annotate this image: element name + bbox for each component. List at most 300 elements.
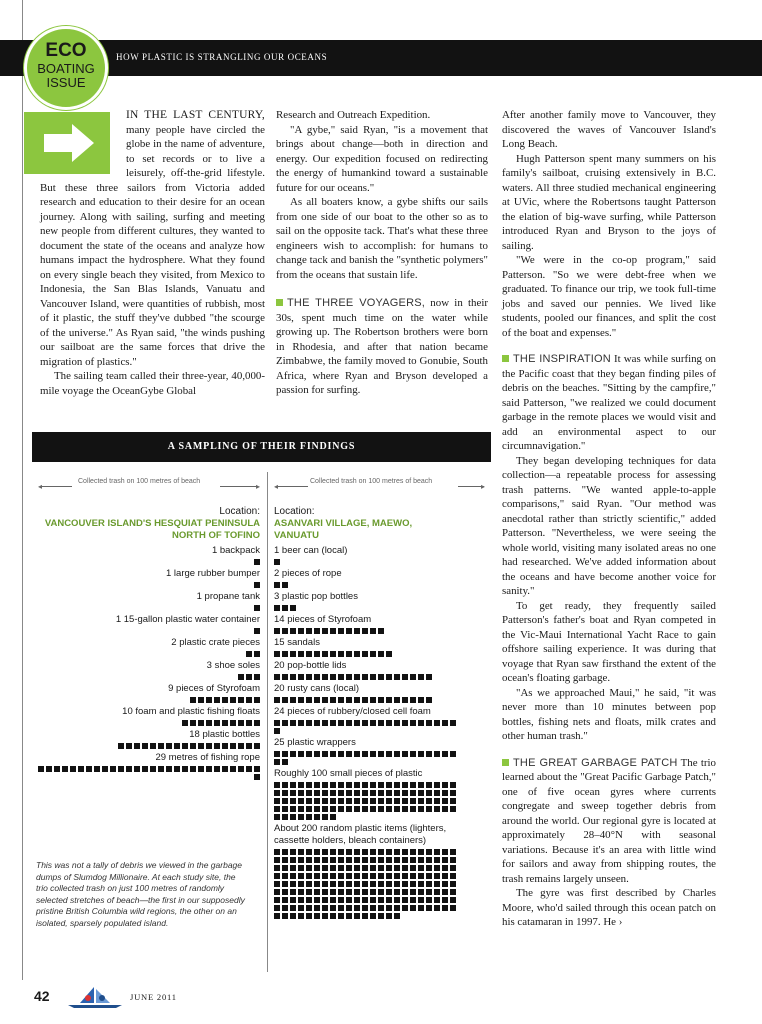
tally-square [434,905,440,911]
tally-square [282,628,288,634]
tally-square [314,628,320,634]
col3-para7: "As we approached Maui," he said, "it was never more than 10 minutes between pop bottles, fishing nets and floats, milk crates and other human trash." [502,686,716,742]
tally-square [274,651,280,657]
tally-square [434,849,440,855]
tally-square [418,857,424,863]
col2-para3: As all boaters know, a gybe shifts our sails from one side of our boat to the other so as to sail on the opposite tack. That's what these three engineers wish to accomplish: for humans to change tack and banish the "synthetic polymers" from the oceans that sustain life. [276,196,488,281]
tally-square [362,628,368,634]
tally-square [362,857,368,863]
tally-square [290,751,296,757]
finding-label: 1 large rubber bumper [166,568,260,579]
tally-square [298,889,304,895]
tally-square [370,751,376,757]
tally-square [402,798,408,804]
tally-square [402,849,408,855]
arrowhead-left-icon: ◂ [274,482,279,491]
tally-square [274,881,280,887]
tally-square [70,766,76,772]
tally-square [426,782,432,788]
subhead-square-icon [276,299,283,306]
tally-square [386,873,392,879]
tally-square [330,865,336,871]
tally-square [362,806,368,812]
tally-square [306,806,312,812]
tally-square [338,849,344,855]
tally-square [418,873,424,879]
tally-square [418,674,424,680]
sidebar-title: A SAMPLING OF THEIR FINDINGS [32,432,491,462]
tally-square [442,897,448,903]
tally-square [282,873,288,879]
tally-square [322,913,328,919]
tally-square [274,728,280,734]
tally-square [442,849,448,855]
tally-square [298,881,304,887]
tally-square [206,743,212,749]
finding-label: 1 propane tank [196,591,260,602]
tally-square [442,790,448,796]
tally-square [214,743,220,749]
tally-square [386,897,392,903]
tally-square [434,897,440,903]
tally-square [142,743,148,749]
tally-square [190,697,196,703]
subhead-square-icon [502,355,509,362]
tally-square [282,651,288,657]
tally-square [418,881,424,887]
tally-square [298,697,304,703]
tally-square [450,790,456,796]
tally-square [274,790,280,796]
tally-square [118,743,124,749]
tally-square [354,873,360,879]
tally-square [290,881,296,887]
tally-square [230,766,236,772]
tally-square [378,674,384,680]
tally-square [330,806,336,812]
tally-square [282,814,288,820]
tally-square [322,628,328,634]
tally-square [322,798,328,804]
tally-square [254,697,260,703]
tally-square [290,697,296,703]
finding-label: 1 beer can (local) [274,545,348,556]
tally-square [274,897,280,903]
subhead-square-icon [502,759,509,766]
tally-square [370,849,376,855]
finding-item [36,545,260,565]
tally-square [314,873,320,879]
tally-square [238,766,244,772]
badge-line-2: BOATING [37,61,95,76]
tally-square [442,751,448,757]
tally-square [174,766,180,772]
tally-square [230,720,236,726]
tally-square [322,751,328,757]
tally-square [402,790,408,796]
tally-square [362,651,368,657]
tally-square [402,873,408,879]
finding-item [274,545,460,565]
tally-square [254,743,260,749]
tally-square [330,857,336,863]
tally-square [282,905,288,911]
tally-square [298,865,304,871]
tally-square [254,628,260,634]
tally-square [274,905,280,911]
tally-square [354,790,360,796]
tally-square [362,790,368,796]
finding-label: 10 foam and plastic fishing floats [122,706,260,717]
tally-square [338,782,344,788]
tally-square [338,889,344,895]
finding-item [36,568,260,588]
tally-square [450,806,456,812]
tally-square [346,720,352,726]
tally-square [378,865,384,871]
tally-square [306,628,312,634]
tally-square [282,782,288,788]
tally-square [322,865,328,871]
tally-square [426,873,432,879]
tally-marks [36,766,260,780]
tally-square [442,720,448,726]
tally-square [290,857,296,863]
tally-square [362,865,368,871]
tally-marks [36,697,260,703]
tally-square [330,720,336,726]
tally-square [274,873,280,879]
tally-square [314,798,320,804]
tally-square [402,674,408,680]
finding-item [274,660,460,680]
tally-square [426,857,432,863]
tally-square [290,628,296,634]
tally-square [246,743,252,749]
tally-square [386,806,392,812]
tally-square [402,857,408,863]
tally-square [402,806,408,812]
tally-square [306,881,312,887]
tally-square [434,790,440,796]
tally-square [386,798,392,804]
tally-square [330,873,336,879]
header-title: HOW PLASTIC IS STRANGLING OUR OCEANS [116,52,328,62]
tally-square [362,782,368,788]
tally-square [378,905,384,911]
col3-para1: After another family move to Vancouver, they discovered the waves of Vancouver Island's Long Beach. [502,109,716,150]
tally-square [370,790,376,796]
tally-square [346,905,352,911]
col3-para3: "We were in the co-op program," said Patterson. "So we were debt-free when we graduated. To finance our trip, we took full-time jobs and saved our pennies. We lived like students, pooled our finances, and split the cost of the boat and expenses." [502,254,716,339]
tally-square [362,889,368,895]
tally-square [274,759,280,765]
tally-square [330,849,336,855]
tally-square [378,798,384,804]
col3-para4: It was while surfing on the Pacific coast that they began finding piles of debris on the beaches. "Sitting by the campfire," said Patterson, "we realized we could document garbage in the remote places we would visit and add an environmental aspect to our circumnavigation." [502,353,716,452]
tally-square [386,751,392,757]
tally-square [330,674,336,680]
tally-square [410,881,416,887]
finding-item [274,683,460,703]
tally-square [386,889,392,895]
tally-square [354,782,360,788]
tally-square [230,697,236,703]
tally-square [386,849,392,855]
tally-marks [274,628,460,634]
tally-square [346,806,352,812]
issue-date: JUNE 2011 [130,992,177,1002]
col1-para1: many people have circled the globe in the name of adventure, to set records or to live a leisurely, off-the-grid lifestyle. But these three sailors from Victoria added research and education to their desire for an ocean journey. Along with sailing, surfing and meeting new people from different cultures, they wanted to document the state of the oceans and analyze how humans impact the hydrosphere. What they found on every single beach they visited, from Mexico to Indonesia, the San Blas Islands, Vanuatu and Vancouver Island, were quantities of rubbish, most of it plastic, the stuff they've dubbed "the scourge of the universe." As Ryan said, "the winds pushing our sailboat are the same forces that drive the migration of plastics." [40,123,265,368]
tally-square [418,865,424,871]
tally-square [54,766,60,772]
tally-square [274,559,280,565]
tally-square [338,857,344,863]
magazine-logo [66,985,124,1014]
tally-square [394,697,400,703]
tally-square [198,743,204,749]
tally-square [402,720,408,726]
tally-square [354,857,360,863]
tally-square [426,849,432,855]
tally-square [426,720,432,726]
tally-marks [274,605,460,611]
tally-square [402,782,408,788]
finding-label: About 200 random plastic items (lighters, cassette holders, bleach containers) [274,823,447,846]
tally-square [410,798,416,804]
tally-square [370,889,376,895]
tally-square [434,881,440,887]
arrowhead-right-icon: ▸ [256,482,261,491]
tally-square [338,913,344,919]
tally-square [330,651,336,657]
tally-square [274,605,280,611]
tally-square [402,889,408,895]
finding-label: 18 plastic bottles [189,729,260,740]
tally-square [290,720,296,726]
tally-square [386,881,392,887]
col2-para1: Research and Outreach Expedition. [276,109,431,121]
tally-square [306,798,312,804]
tally-square [274,720,280,726]
tally-marks [36,743,260,749]
tally-square [378,751,384,757]
tally-square [274,628,280,634]
tally-square [158,743,164,749]
tally-square [378,790,384,796]
tally-square [314,790,320,796]
tally-square [330,814,336,820]
tally-square [410,790,416,796]
tally-square [394,881,400,887]
tally-square [426,798,432,804]
tally-square [394,905,400,911]
column-1 [40,108,265,398]
tally-square [290,814,296,820]
tally-square [338,798,344,804]
tally-square [362,751,368,757]
tally-square [314,751,320,757]
tally-square [354,897,360,903]
tally-square [38,766,44,772]
tally-square [426,865,432,871]
lead-in: IN THE LAST CENTURY, [126,109,265,121]
tally-square [322,720,328,726]
tally-square [386,651,392,657]
tally-marks [36,628,260,634]
tally-square [338,881,344,887]
tally-square [174,743,180,749]
tally-square [378,849,384,855]
tally-square [362,905,368,911]
tally-square [442,798,448,804]
tally-square [402,905,408,911]
tally-square [418,849,424,855]
tally-square [450,905,456,911]
tally-square [322,881,328,887]
tally-marks [36,559,260,565]
tally-square [442,873,448,879]
header-bar [0,40,762,76]
tally-square [354,806,360,812]
tally-square [442,889,448,895]
page-rule [22,0,23,980]
tally-square [378,913,384,919]
tally-marks [36,720,260,726]
tally-square [410,857,416,863]
tally-square [298,897,304,903]
tally-square [354,913,360,919]
tally-square [290,849,296,855]
arrow-line-left-b [220,486,258,487]
tally-square [298,628,304,634]
tally-square [378,697,384,703]
tally-square [378,857,384,863]
tally-square [290,897,296,903]
tally-square [282,857,288,863]
finding-item [274,768,460,820]
tally-square [330,897,336,903]
tally-square [254,674,260,680]
tally-square [298,814,304,820]
tally-square [362,881,368,887]
tally-square [322,782,328,788]
finding-item [274,706,460,734]
tally-square [362,720,368,726]
tally-square [402,865,408,871]
tally-square [282,897,288,903]
tally-square [362,798,368,804]
tally-square [362,913,368,919]
finding-item [274,568,460,588]
tally-square [306,897,312,903]
tally-square [214,697,220,703]
finding-item [274,637,460,657]
tally-square [290,913,296,919]
tally-square [394,751,400,757]
tally-square [222,766,228,772]
tally-square [298,849,304,855]
eco-boating-badge [24,26,108,110]
tally-square [254,651,260,657]
tally-square [322,651,328,657]
tally-square [418,790,424,796]
tally-marks [274,582,460,588]
arrowhead-right-icon: ▸ [481,482,486,491]
tally-square [182,743,188,749]
tally-square [230,743,236,749]
tally-square [370,865,376,871]
tally-square [330,798,336,804]
tally-square [378,720,384,726]
badge-line-1: ECO [45,40,87,61]
tally-square [346,798,352,804]
tally-square [322,790,328,796]
tally-square [314,905,320,911]
tally-square [314,857,320,863]
tally-square [46,766,52,772]
tally-square [394,790,400,796]
tally-square [274,782,280,788]
tally-square [394,674,400,680]
pacific-yachting-logo-icon [66,985,124,1009]
tally-square [306,857,312,863]
tally-square [378,651,384,657]
tally-square [442,806,448,812]
tally-square [274,913,280,919]
tally-square [346,857,352,863]
tally-square [314,720,320,726]
tally-square [370,881,376,887]
tally-square [394,798,400,804]
tally-square [290,865,296,871]
tally-square [282,759,288,765]
tally-square [378,782,384,788]
tally-square [346,913,352,919]
tally-square [370,674,376,680]
left-findings-list [36,545,260,783]
tally-square [314,897,320,903]
tally-square [282,697,288,703]
finding-label: 3 shoe soles [206,660,260,671]
tally-square [410,889,416,895]
tally-square [126,766,132,772]
tally-square [222,720,228,726]
collected-label-left: Collected trash on 100 metres of beach [78,478,201,485]
tally-square [338,751,344,757]
tally-square [346,782,352,788]
tally-square [290,605,296,611]
tally-square [322,697,328,703]
tally-square [94,766,100,772]
tally-square [142,766,148,772]
tally-square [426,905,432,911]
finding-item [274,614,460,634]
tally-square [362,697,368,703]
col2-para2: "A gybe," said Ryan, "is a movement that brings about change—both in direction and energy. Our expedition focused on redirecting the energy of humankind toward a sustainable future for our oceans." [276,123,488,194]
tally-square [434,806,440,812]
tally-square [290,889,296,895]
tally-square [370,905,376,911]
page-number: 42 [34,988,50,1004]
tally-square [298,674,304,680]
tally-square [346,881,352,887]
tally-square [330,782,336,788]
finding-item [36,637,260,657]
tally-square [346,751,352,757]
tally-square [274,814,280,820]
finding-label: 3 plastic pop bottles [274,591,358,602]
